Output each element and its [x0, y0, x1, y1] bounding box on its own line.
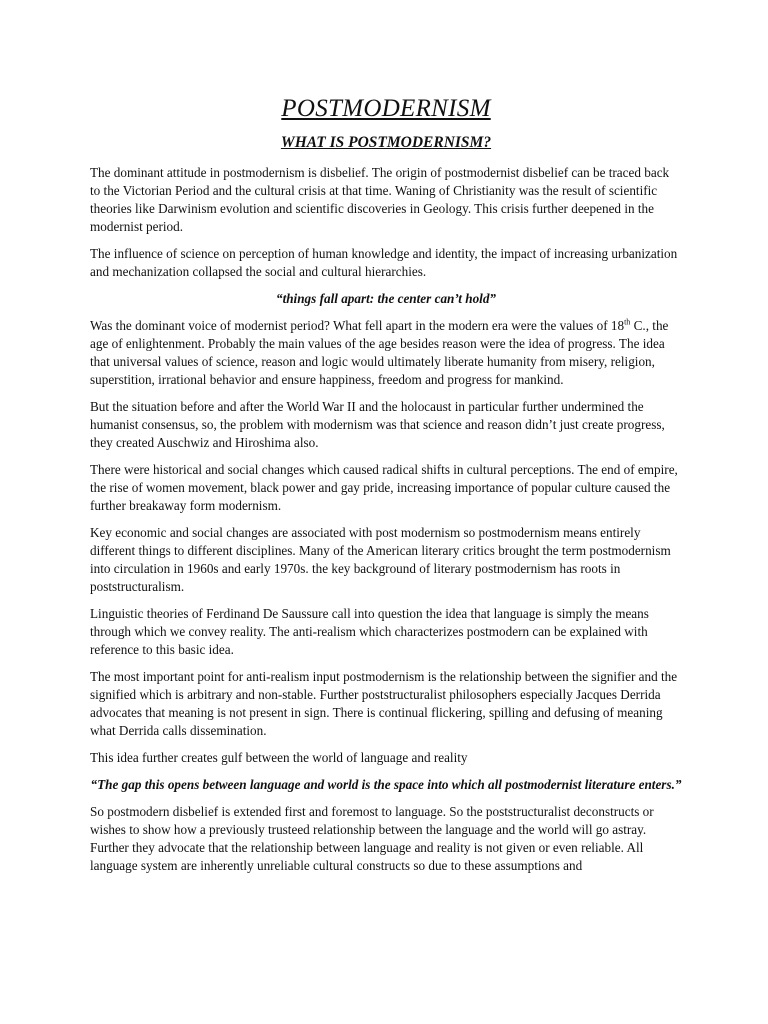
- paragraph-1: The dominant attitude in postmodernism is disbelief. The origin of postmodernist disbelief can be traced back to the Victorian Period and the cultural crisis at that time. Waning of Christianity was the result of scientific theories like Darwinism evolution and scientific discoveries in Geology. This crisis further deepened in the modernist period.: [90, 165, 670, 234]
- paragraph-3-superscript: th: [624, 317, 631, 327]
- document-body: [90, 92, 682, 884]
- section-heading: WHAT IS POSTMODERNISM?: [280, 134, 492, 151]
- paragraph-2: The influence of science on perception of human knowledge and identity, the impact of increasing urbanization and mechanization collapsed the social and cultural hierarchies.: [90, 246, 678, 279]
- page-title: POSTMODERNISM: [281, 95, 491, 122]
- paragraph-5: There were historical and social changes which caused radical shifts in cultural perceptions. The end of empire, the rise of women movement, black power and gay pride, increasing importance of popular culture caused the further breakaway form modernism.: [90, 462, 678, 513]
- paragraph-3-text-start: Was the dominant voice of modernist period? What fell apart in the modern era were the values of 18: [90, 318, 625, 333]
- paragraph-4: But the situation before and after the World War II and the holocaust in particular further undermined the humanist consensus, so, the problem with modernism was that science and reason didn’t just create progress, they created Auschwiz and Hiroshima also.: [90, 399, 665, 450]
- paragraph-3-text-end: C., the age of enlightenment. Probably the main values of the age besides reason were the idea of progress. The idea that universal values of science, reason and logic would ultimately liberate humanity from misery, religion, superstition, irrational behavior and ensure happiness, freedom and progress for mankind.: [90, 318, 669, 387]
- paragraph-8: The most important point for anti-realism input postmodernism is the relationship between the signifier and the signified which is arbitrary and non-stable. Further poststructuralist philosophers especially Jacques Derrida advocates that meaning is not present in sign. There is continual flickering, spilling and defusing of meaning what Derrida calls dissemination.: [90, 669, 678, 738]
- paragraph-6: Key economic and social changes are associated with post modernism so postmodernism means entirely different things to different disciplines. Many of the American literary critics brought the term postmodernism into circulation in 1960s and early 1970s. the key background of literary postmodernism has roots in poststructuralism.: [90, 525, 671, 594]
- quote-things-fall-apart: “things fall apart: the center can’t hold”: [275, 291, 497, 306]
- paragraph-10: So postmodern disbelief is extended first and foremost to language. So the poststructuralist deconstructs or wishes to show how a previously trusteed relationship between the language and the world will go astray. Further they advocate that the relationship between language and reality is not given or even reliable. All language system are inherently unreliable cultural constructs so due to these assumptions and: [90, 804, 654, 873]
- paragraph-9: This idea further creates gulf between the world of language and reality: [90, 750, 468, 765]
- quote-language-gap: “The gap this opens between language and world is the space into which all postmodernist literature enters.”: [90, 777, 682, 792]
- paragraph-7: Linguistic theories of Ferdinand De Saussure call into question the idea that language is simply the means through which we convey reality. The anti-realism which characterizes postmodern can be explained with reference to this basic idea.: [90, 606, 649, 657]
- paragraph-3: [90, 317, 682, 389]
